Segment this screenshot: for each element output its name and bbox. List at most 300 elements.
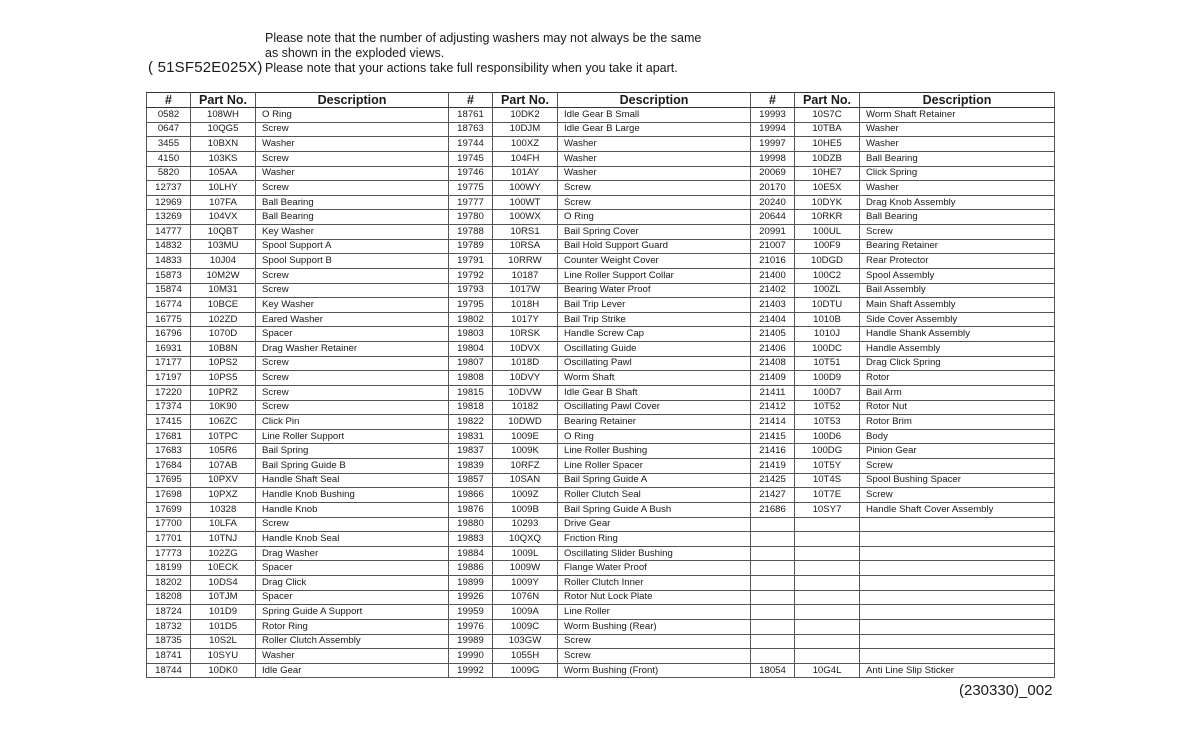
part-code-cell: 10DJM (493, 122, 558, 137)
part-description-cell: Handle Knob Seal (256, 532, 449, 547)
part-code-cell (795, 561, 860, 576)
part-code-cell: 1070D (191, 327, 256, 342)
part-description-cell: Oscillating Slider Bushing (558, 546, 751, 561)
part-code-cell: 10PS2 (191, 356, 256, 371)
part-number-cell (751, 517, 795, 532)
part-code-cell: 10PS5 (191, 371, 256, 386)
part-number-cell: 21404 (751, 312, 795, 327)
part-description-cell: Key Washer (256, 298, 449, 313)
column-header-number: # (751, 93, 795, 108)
part-description-cell: Bail Spring Guide A (558, 473, 751, 488)
part-description-cell: Main Shaft Assembly (860, 298, 1055, 313)
part-number-cell: 18724 (147, 605, 191, 620)
part-code-cell: 10T4S (795, 473, 860, 488)
part-description-cell: Line Roller (558, 605, 751, 620)
table-row (147, 356, 1055, 371)
part-description-cell: Screw (256, 122, 449, 137)
part-description-cell: Idle Gear (256, 663, 449, 678)
part-code-cell: 100DC (795, 342, 860, 357)
notes-block (265, 31, 701, 76)
part-code-cell: 100F9 (795, 239, 860, 254)
column-header-description: Description (558, 93, 751, 108)
part-code-cell: 10B8N (191, 342, 256, 357)
part-description-cell: Spool Support A (256, 239, 449, 254)
part-description-cell: Counter Weight Cover (558, 254, 751, 269)
part-number-cell: 18741 (147, 649, 191, 664)
part-code-cell (795, 634, 860, 649)
part-number-cell: 18761 (449, 108, 493, 123)
part-description-cell: Oscillating Guide (558, 342, 751, 357)
part-description-cell: Handle Screw Cap (558, 327, 751, 342)
part-code-cell: 100XZ (493, 137, 558, 152)
part-description-cell: Line Roller Bushing (558, 444, 751, 459)
table-row (147, 108, 1055, 123)
part-number-cell: 12969 (147, 195, 191, 210)
part-number-cell: 14777 (147, 225, 191, 240)
part-number-cell: 14833 (147, 254, 191, 269)
part-code-cell: 10SYU (191, 649, 256, 664)
part-description-cell: Screw (860, 459, 1055, 474)
column-header-description: Description (256, 93, 449, 108)
part-description-cell: Screw (256, 356, 449, 371)
part-number-cell: 19990 (449, 649, 493, 664)
part-code-cell: 10TNJ (191, 532, 256, 547)
table-row (147, 649, 1055, 664)
part-number-cell: 18744 (147, 663, 191, 678)
part-number-cell: 21415 (751, 429, 795, 444)
part-code-cell: 102ZD (191, 312, 256, 327)
part-description-cell: Bail Trip Strike (558, 312, 751, 327)
part-description-cell: Key Washer (256, 225, 449, 240)
table-row (147, 181, 1055, 196)
table-row (147, 517, 1055, 532)
part-description-cell: Screw (558, 634, 751, 649)
part-code-cell: 10293 (493, 517, 558, 532)
part-code-cell: 100D6 (795, 429, 860, 444)
part-description-cell: Body (860, 429, 1055, 444)
part-number-cell: 15873 (147, 268, 191, 283)
table-row (147, 254, 1055, 269)
part-code-cell (795, 649, 860, 664)
part-number-cell: 17701 (147, 532, 191, 547)
part-number-cell: 21686 (751, 502, 795, 517)
part-code-cell: 100UL (795, 225, 860, 240)
part-code-cell: 10T53 (795, 415, 860, 430)
part-code-cell: 106ZC (191, 415, 256, 430)
part-number-cell: 18732 (147, 619, 191, 634)
table-row (147, 327, 1055, 342)
part-number-cell: 21016 (751, 254, 795, 269)
part-description-cell: Rotor Ring (256, 619, 449, 634)
part-description-cell (860, 517, 1055, 532)
table-row (147, 488, 1055, 503)
part-number-cell: 18202 (147, 576, 191, 591)
part-number-cell: 19804 (449, 342, 493, 357)
part-description-cell: Bail Assembly (860, 283, 1055, 298)
part-code-cell: 10M31 (191, 283, 256, 298)
part-description-cell: Flange Water Proof (558, 561, 751, 576)
part-code-cell: 10RFZ (493, 459, 558, 474)
part-number-cell: 17700 (147, 517, 191, 532)
table-row (147, 590, 1055, 605)
part-description-cell: Washer (558, 151, 751, 166)
part-code-cell: 10TJM (191, 590, 256, 605)
part-number-cell: 20069 (751, 166, 795, 181)
part-number-cell: 19837 (449, 444, 493, 459)
part-description-cell: Screw (256, 385, 449, 400)
part-code-cell: 10RRW (493, 254, 558, 269)
part-number-cell: 13269 (147, 210, 191, 225)
part-description-cell: Screw (860, 225, 1055, 240)
part-number-cell: 19777 (449, 195, 493, 210)
part-description-cell: Rotor (860, 371, 1055, 386)
part-number-cell: 21409 (751, 371, 795, 386)
part-number-cell: 19926 (449, 590, 493, 605)
part-number-cell: 21414 (751, 415, 795, 430)
part-code-cell: 100WX (493, 210, 558, 225)
table-row (147, 298, 1055, 313)
part-description-cell: Screw (558, 181, 751, 196)
part-description-cell: Click Spring (860, 166, 1055, 181)
part-number-cell: 17695 (147, 473, 191, 488)
part-code-cell: 10BCE (191, 298, 256, 313)
table-row (147, 459, 1055, 474)
part-description-cell: Spool Bushing Spacer (860, 473, 1055, 488)
part-description-cell: Screw (256, 400, 449, 415)
part-description-cell: Ball Bearing (860, 151, 1055, 166)
part-number-cell: 18735 (147, 634, 191, 649)
part-number-cell: 16796 (147, 327, 191, 342)
part-number-cell: 19993 (751, 108, 795, 123)
part-description-cell: Pinion Gear (860, 444, 1055, 459)
table-row (147, 268, 1055, 283)
part-description-cell: Drag Washer (256, 546, 449, 561)
part-description-cell: Bearing Water Proof (558, 283, 751, 298)
part-code-cell: 1017Y (493, 312, 558, 327)
part-description-cell (860, 546, 1055, 561)
part-code-cell (795, 576, 860, 591)
table-row (147, 371, 1055, 386)
part-description-cell: Ball Bearing (256, 210, 449, 225)
part-code-cell: 10T52 (795, 400, 860, 415)
part-description-cell: Screw (256, 151, 449, 166)
part-number-cell: 15874 (147, 283, 191, 298)
part-code-cell: 10PXV (191, 473, 256, 488)
part-description-cell: Eared Washer (256, 312, 449, 327)
part-code-cell: 1009E (493, 429, 558, 444)
part-number-cell: 17374 (147, 400, 191, 415)
part-description-cell: Bearing Retainer (558, 415, 751, 430)
table-row (147, 634, 1055, 649)
part-description-cell: Line Roller Support Collar (558, 268, 751, 283)
column-header-number: # (449, 93, 493, 108)
table-row (147, 400, 1055, 415)
part-description-cell: Rotor Nut (860, 400, 1055, 415)
part-description-cell: Screw (256, 268, 449, 283)
part-number-cell: 19746 (449, 166, 493, 181)
part-code-cell: 10PRZ (191, 385, 256, 400)
part-number-cell (751, 590, 795, 605)
column-header-part-no: Part No. (493, 93, 558, 108)
table-row (147, 502, 1055, 517)
part-code-cell: 1009L (493, 546, 558, 561)
part-description-cell: Screw (256, 517, 449, 532)
part-code-cell: 10TPC (191, 429, 256, 444)
part-description-cell: Drag Washer Retainer (256, 342, 449, 357)
part-code-cell: 10SY7 (795, 502, 860, 517)
part-code-cell: 100D7 (795, 385, 860, 400)
part-number-cell: 17683 (147, 444, 191, 459)
part-code-cell: 10328 (191, 502, 256, 517)
part-number-cell (751, 634, 795, 649)
part-description-cell: Washer (558, 137, 751, 152)
part-number-cell: 12737 (147, 181, 191, 196)
part-code-cell: 10DS4 (191, 576, 256, 591)
part-code-cell: 101AY (493, 166, 558, 181)
part-description-cell: Idle Gear B Shaft (558, 385, 751, 400)
part-number-cell: 17698 (147, 488, 191, 503)
part-description-cell: Screw (256, 283, 449, 298)
table-row (147, 122, 1055, 137)
part-description-cell: Bail Trip Lever (558, 298, 751, 313)
part-code-cell: 105R6 (191, 444, 256, 459)
parts-table (146, 92, 1055, 678)
document-code: (230330)_002 (959, 682, 1053, 699)
part-code-cell (795, 517, 860, 532)
part-description-cell (860, 561, 1055, 576)
part-description-cell: Washer (860, 181, 1055, 196)
part-code-cell: 10LFA (191, 517, 256, 532)
part-description-cell: Anti Line Slip Sticker (860, 663, 1055, 678)
part-description-cell: Side Cover Assembly (860, 312, 1055, 327)
part-description-cell: Roller Clutch Inner (558, 576, 751, 591)
part-number-cell: 19780 (449, 210, 493, 225)
part-description-cell: Drag Click (256, 576, 449, 591)
table-row (147, 225, 1055, 240)
part-description-cell: Spacer (256, 327, 449, 342)
part-number-cell: 20170 (751, 181, 795, 196)
part-code-cell: 103GW (493, 634, 558, 649)
part-code-cell: 1009B (493, 502, 558, 517)
part-description-cell: Ball Bearing (256, 195, 449, 210)
column-header-description: Description (860, 93, 1055, 108)
part-code-cell: 1009A (493, 605, 558, 620)
part-number-cell: 19857 (449, 473, 493, 488)
part-number-cell: 19998 (751, 151, 795, 166)
part-number-cell: 19884 (449, 546, 493, 561)
part-code-cell: 100WT (493, 195, 558, 210)
part-code-cell: 10G4L (795, 663, 860, 678)
part-code-cell: 1018H (493, 298, 558, 313)
part-number-cell: 18208 (147, 590, 191, 605)
part-number-cell: 19899 (449, 576, 493, 591)
part-code-cell: 104VX (191, 210, 256, 225)
parts-table-body (147, 108, 1055, 678)
part-description-cell: Oscillating Pawl Cover (558, 400, 751, 415)
part-code-cell: 10187 (493, 268, 558, 283)
part-code-cell: 10T5Y (795, 459, 860, 474)
part-description-cell: Drag Click Spring (860, 356, 1055, 371)
part-number-cell: 19793 (449, 283, 493, 298)
part-description-cell: Spool Support B (256, 254, 449, 269)
part-number-cell (751, 605, 795, 620)
part-code-cell: 107AB (191, 459, 256, 474)
part-code-cell: 10TBA (795, 122, 860, 137)
model-code: ( 51SF52E025X) (148, 59, 263, 76)
part-code-cell: 103KS (191, 151, 256, 166)
part-code-cell: 10E5X (795, 181, 860, 196)
table-row (147, 473, 1055, 488)
part-code-cell: 1009W (493, 561, 558, 576)
part-code-cell: 1010B (795, 312, 860, 327)
part-number-cell: 16774 (147, 298, 191, 313)
part-description-cell: Worm Bushing (Rear) (558, 619, 751, 634)
part-description-cell: Bail Hold Support Guard (558, 239, 751, 254)
part-number-cell: 19886 (449, 561, 493, 576)
part-code-cell: 107FA (191, 195, 256, 210)
part-code-cell: 1009K (493, 444, 558, 459)
part-code-cell: 10DWD (493, 415, 558, 430)
part-number-cell: 21412 (751, 400, 795, 415)
part-description-cell: Roller Clutch Seal (558, 488, 751, 503)
part-number-cell: 17220 (147, 385, 191, 400)
part-code-cell: 108WH (191, 108, 256, 123)
table-row (147, 429, 1055, 444)
part-code-cell: 100D9 (795, 371, 860, 386)
part-code-cell: 10SAN (493, 473, 558, 488)
part-code-cell: 10DYK (795, 195, 860, 210)
part-code-cell: 10DTU (795, 298, 860, 313)
table-row (147, 444, 1055, 459)
part-code-cell: 104FH (493, 151, 558, 166)
part-description-cell (860, 634, 1055, 649)
part-description-cell (860, 605, 1055, 620)
part-description-cell (860, 619, 1055, 634)
part-description-cell: Rotor Brim (860, 415, 1055, 430)
part-code-cell: 10DVX (493, 342, 558, 357)
part-number-cell (751, 532, 795, 547)
part-code-cell: 10QBT (191, 225, 256, 240)
part-code-cell: 10RSA (493, 239, 558, 254)
part-code-cell: 10182 (493, 400, 558, 415)
part-number-cell: 3455 (147, 137, 191, 152)
part-code-cell: 10DVW (493, 385, 558, 400)
table-row (147, 576, 1055, 591)
part-code-cell: 1009Y (493, 576, 558, 591)
part-code-cell (795, 619, 860, 634)
part-number-cell: 20240 (751, 195, 795, 210)
part-code-cell: 10RSK (493, 327, 558, 342)
part-description-cell (860, 590, 1055, 605)
part-number-cell: 19997 (751, 137, 795, 152)
part-code-cell: 10DGD (795, 254, 860, 269)
part-number-cell: 19815 (449, 385, 493, 400)
part-code-cell (795, 546, 860, 561)
part-number-cell: 19792 (449, 268, 493, 283)
table-row (147, 151, 1055, 166)
part-number-cell: 19802 (449, 312, 493, 327)
part-number-cell: 14832 (147, 239, 191, 254)
part-number-cell: 0647 (147, 122, 191, 137)
part-description-cell: Bail Spring Guide A Bush (558, 502, 751, 517)
part-description-cell: Handle Knob Bushing (256, 488, 449, 503)
part-number-cell: 19822 (449, 415, 493, 430)
part-description-cell: Drive Gear (558, 517, 751, 532)
part-number-cell: 21416 (751, 444, 795, 459)
part-code-cell: 10DK0 (191, 663, 256, 678)
part-number-cell: 21427 (751, 488, 795, 503)
part-number-cell: 17197 (147, 371, 191, 386)
table-row (147, 546, 1055, 561)
part-code-cell: 10M2W (191, 268, 256, 283)
part-number-cell: 19880 (449, 517, 493, 532)
part-number-cell: 5820 (147, 166, 191, 181)
note-line: Please note that the number of adjusting washers may not always be the same (265, 31, 702, 45)
part-code-cell (795, 532, 860, 547)
part-number-cell: 19745 (449, 151, 493, 166)
part-code-cell: 10T51 (795, 356, 860, 371)
part-number-cell: 19808 (449, 371, 493, 386)
part-number-cell: 17684 (147, 459, 191, 474)
table-row (147, 663, 1055, 678)
part-description-cell: Bail Arm (860, 385, 1055, 400)
part-number-cell: 19789 (449, 239, 493, 254)
part-code-cell: 10S7C (795, 108, 860, 123)
part-code-cell: 10T7E (795, 488, 860, 503)
part-description-cell: Line Roller Spacer (558, 459, 751, 474)
part-number-cell: 19788 (449, 225, 493, 240)
part-description-cell: Bail Spring Guide B (256, 459, 449, 474)
part-description-cell: Handle Shaft Cover Assembly (860, 502, 1055, 517)
part-code-cell (795, 605, 860, 620)
part-description-cell: Handle Assembly (860, 342, 1055, 357)
part-description-cell: Line Roller Support (256, 429, 449, 444)
part-code-cell: 10DK2 (493, 108, 558, 123)
part-number-cell: 21425 (751, 473, 795, 488)
part-description-cell: Screw (558, 195, 751, 210)
part-description-cell: Spool Assembly (860, 268, 1055, 283)
part-number-cell: 21007 (751, 239, 795, 254)
part-number-cell (751, 619, 795, 634)
part-description-cell: Friction Ring (558, 532, 751, 547)
part-code-cell: 101D9 (191, 605, 256, 620)
part-description-cell: Handle Shank Assembly (860, 327, 1055, 342)
table-row (147, 605, 1055, 620)
part-description-cell: Rotor Nut Lock Plate (558, 590, 751, 605)
part-number-cell: 17415 (147, 415, 191, 430)
note-line: as shown in the exploded views. (265, 46, 445, 60)
part-number-cell: 16775 (147, 312, 191, 327)
part-description-cell (860, 532, 1055, 547)
part-number-cell: 21402 (751, 283, 795, 298)
part-number-cell: 19807 (449, 356, 493, 371)
part-number-cell: 16931 (147, 342, 191, 357)
part-description-cell: O Ring (558, 210, 751, 225)
part-number-cell: 19775 (449, 181, 493, 196)
part-code-cell: 10DZB (795, 151, 860, 166)
part-description-cell: Bail Spring (256, 444, 449, 459)
part-description-cell: Click Pin (256, 415, 449, 430)
table-row (147, 619, 1055, 634)
part-code-cell: 10QXQ (493, 532, 558, 547)
part-description-cell: Worm Shaft (558, 371, 751, 386)
table-row (147, 210, 1055, 225)
part-code-cell (795, 590, 860, 605)
part-number-cell: 19831 (449, 429, 493, 444)
table-header-row (147, 93, 1055, 108)
part-number-cell: 19883 (449, 532, 493, 547)
part-number-cell: 20644 (751, 210, 795, 225)
